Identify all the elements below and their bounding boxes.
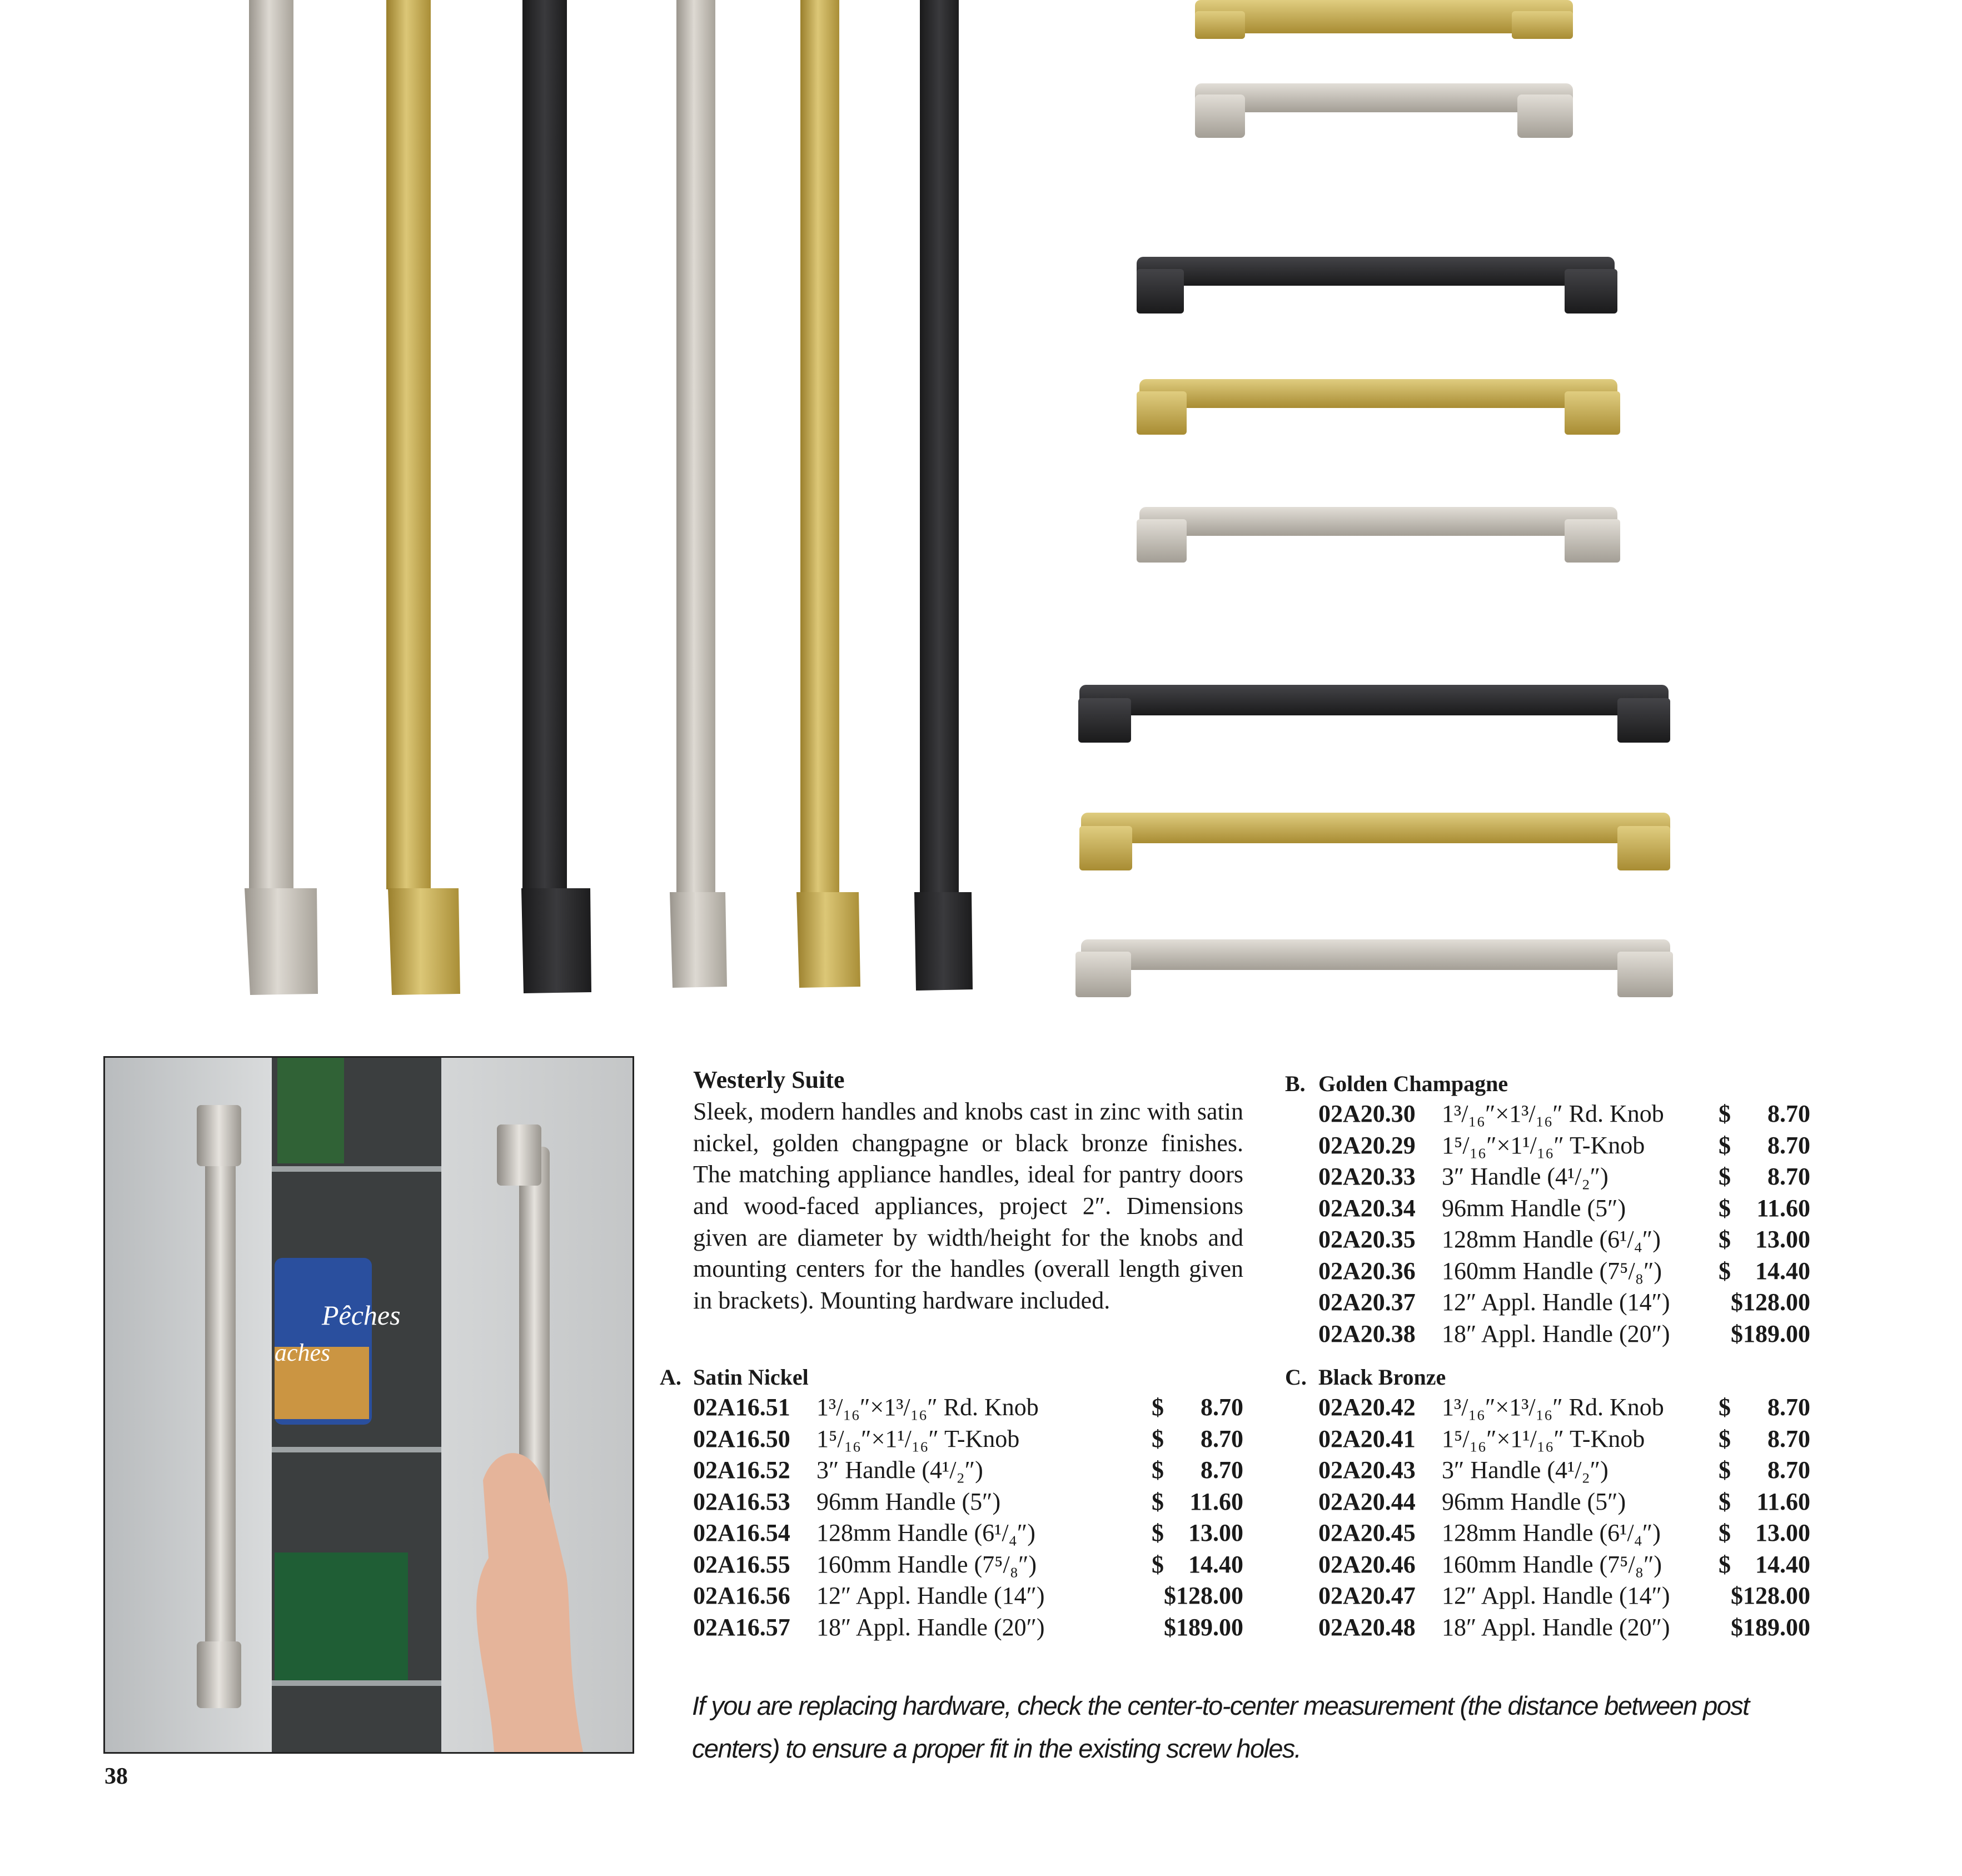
price: $128.00 xyxy=(1731,1288,1810,1316)
sku: 02A16.53 xyxy=(693,1487,790,1515)
sku: 02A16.51 xyxy=(693,1394,790,1421)
suite-title: Westerly Suite xyxy=(693,1066,845,1093)
price: $ 11.60 xyxy=(1719,1487,1810,1515)
price: $ 8.70 xyxy=(1719,1163,1810,1190)
handle-champagne-3in xyxy=(1195,0,1573,39)
sku: 02A20.34 xyxy=(1318,1194,1416,1222)
item-description: 1³/₁₆″×1³/₁₆″ Rd. Knob xyxy=(816,1394,1039,1421)
price-list-black-bronze xyxy=(1285,1363,1810,1643)
sku: 02A20.30 xyxy=(1318,1100,1416,1127)
price: $ 13.00 xyxy=(1719,1226,1810,1253)
item-description: 96mm Handle (5″) xyxy=(1442,1487,1626,1515)
item-description: 160mm Handle (7⁵/₈″) xyxy=(1442,1257,1662,1285)
sku: 02A20.47 xyxy=(1318,1582,1416,1609)
list-item xyxy=(693,1392,1243,1424)
price: $189.00 xyxy=(1731,1320,1810,1347)
list-item xyxy=(693,1486,1243,1518)
list-item xyxy=(1318,1580,1810,1612)
can-label: Pêches xyxy=(322,1300,401,1331)
sku: 02A20.36 xyxy=(1318,1257,1416,1285)
list-item xyxy=(1318,1549,1810,1581)
item-description: 1⁵/₁₆″×1¹/₁₆″ T-Knob xyxy=(816,1425,1020,1452)
list-item xyxy=(693,1424,1243,1455)
can-label-2: aches xyxy=(275,1339,331,1366)
price: $189.00 xyxy=(1731,1613,1810,1641)
list-heading xyxy=(1285,1069,1810,1098)
sku: 02A20.42 xyxy=(1318,1394,1416,1421)
list-item xyxy=(1318,1130,1810,1162)
sku: 02A20.44 xyxy=(1318,1487,1416,1515)
list-item xyxy=(1318,1161,1810,1193)
vertical-handle-nickel-1 xyxy=(245,0,318,995)
vertical-handle-champagne-2 xyxy=(796,0,860,988)
sku: 02A16.56 xyxy=(693,1582,790,1609)
price: $ 8.70 xyxy=(1152,1394,1243,1421)
price: $128.00 xyxy=(1731,1582,1810,1609)
item-description: 18″ Appl. Handle (20″) xyxy=(1442,1320,1670,1347)
item-description: 12″ Appl. Handle (14″) xyxy=(816,1582,1045,1609)
price: $ 8.70 xyxy=(1719,1456,1810,1484)
price-list-satin-nickel xyxy=(660,1363,1243,1643)
list-letter: A. xyxy=(660,1365,681,1390)
price: $ 8.70 xyxy=(1719,1100,1810,1127)
list-item xyxy=(1318,1224,1810,1256)
item-description: 18″ Appl. Handle (20″) xyxy=(1442,1613,1670,1641)
finish-name: Satin Nickel xyxy=(693,1365,809,1390)
item-description: 3″ Handle (4¹/₂″) xyxy=(1442,1163,1609,1190)
handle-bronze-160mm xyxy=(1078,685,1670,743)
item-description: 1⁵/₁₆″×1¹/₁₆″ T-Knob xyxy=(1442,1425,1645,1452)
vertical-handle-bronze-1 xyxy=(521,0,591,993)
price: $ 8.70 xyxy=(1719,1394,1810,1421)
vertical-handle-champagne-1 xyxy=(386,0,460,995)
sku: 02A20.46 xyxy=(1318,1550,1416,1578)
item-description: 12″ Appl. Handle (14″) xyxy=(1442,1582,1670,1609)
list-letter: C. xyxy=(1285,1365,1307,1390)
list-item xyxy=(1318,1256,1810,1287)
price: $189.00 xyxy=(1164,1613,1243,1641)
inset-photo-pantry xyxy=(103,1056,634,1754)
list-item xyxy=(1318,1392,1810,1424)
list-item xyxy=(1318,1424,1810,1455)
sku: 02A20.37 xyxy=(1318,1288,1416,1316)
sku: 02A20.29 xyxy=(1318,1131,1416,1159)
item-description: 1⁵/₁₆″×1¹/₁₆″ T-Knob xyxy=(1442,1131,1645,1159)
price: $ 13.00 xyxy=(1719,1519,1810,1546)
list-heading xyxy=(660,1363,1243,1392)
item-description: 1³/₁₆″×1³/₁₆″ Rd. Knob xyxy=(1442,1394,1664,1421)
item-description: 128mm Handle (6¹/₄″) xyxy=(1442,1226,1661,1253)
list-item xyxy=(693,1612,1243,1644)
item-description: 128mm Handle (6¹/₄″) xyxy=(1442,1519,1661,1546)
sku: 02A20.38 xyxy=(1318,1320,1416,1347)
list-item xyxy=(1318,1193,1810,1225)
finish-name: Black Bronze xyxy=(1318,1365,1446,1390)
list-item xyxy=(1318,1098,1810,1130)
item-description: 96mm Handle (5″) xyxy=(1442,1194,1626,1222)
suite-intro xyxy=(693,1066,1243,1317)
item-description: 1³/₁₆″×1³/₁₆″ Rd. Knob xyxy=(1442,1100,1664,1127)
price: $ 8.70 xyxy=(1152,1425,1243,1452)
sku: 02A20.41 xyxy=(1318,1425,1416,1452)
sku: 02A16.54 xyxy=(693,1519,790,1546)
list-item xyxy=(693,1455,1243,1486)
list-item xyxy=(693,1580,1243,1612)
sku: 02A20.35 xyxy=(1318,1226,1416,1253)
item-description: 3″ Handle (4¹/₂″) xyxy=(816,1456,983,1484)
price: $ 13.00 xyxy=(1152,1519,1243,1546)
item-description: 160mm Handle (7⁵/₈″) xyxy=(1442,1550,1662,1578)
list-heading xyxy=(1285,1363,1810,1392)
handle-champagne-128mm xyxy=(1137,379,1620,435)
list-item xyxy=(1318,1486,1810,1518)
replacement-note: If you are replacing hardware, check the center-to-center measurement (the distance between post centers) to ensure a proper fit in the existing screw holes. xyxy=(692,1691,1749,1763)
vertical-handle-nickel-2 xyxy=(670,0,727,988)
item-description: 3″ Handle (4¹/₂″) xyxy=(1442,1456,1609,1484)
sku: 02A16.57 xyxy=(693,1613,790,1641)
item-description: 160mm Handle (7⁵/₈″) xyxy=(816,1550,1037,1578)
sku: 02A20.48 xyxy=(1318,1613,1416,1641)
price: $ 14.40 xyxy=(1152,1550,1243,1578)
sku: 02A16.55 xyxy=(693,1550,790,1578)
list-item xyxy=(1318,1318,1810,1350)
sku: 02A20.33 xyxy=(1318,1163,1416,1190)
price: $ 8.70 xyxy=(1152,1456,1243,1484)
vertical-handle-bronze-2 xyxy=(914,0,973,991)
list-item xyxy=(1318,1455,1810,1486)
suite-description: Sleek, modern handles and knobs cast in zinc with satin nickel, golden changpagne or black bronze finishes. The matching appliance handles, ideal for pantry doors and wood-faced appliances, project 2″. Dimensions given are diameter by width/height for the knobs and mounting centers for the handles (overall length given in brackets). Mounting hardware included. xyxy=(693,1097,1243,1315)
price-list-golden-champagne xyxy=(1285,1069,1810,1350)
handle-nickel-3in xyxy=(1195,83,1573,138)
list-item xyxy=(1318,1612,1810,1644)
pantry-photo-svg xyxy=(105,1058,633,1752)
price: $ 11.60 xyxy=(1719,1194,1810,1222)
handle-champagne-160mm xyxy=(1079,813,1670,870)
finish-name: Golden Champagne xyxy=(1318,1071,1508,1096)
page-number: 38 xyxy=(104,1764,128,1789)
item-description: 12″ Appl. Handle (14″) xyxy=(1442,1288,1670,1316)
price: $ 8.70 xyxy=(1719,1425,1810,1452)
price: $ 14.40 xyxy=(1719,1550,1810,1578)
list-item xyxy=(1318,1517,1810,1549)
item-description: 18″ Appl. Handle (20″) xyxy=(816,1613,1045,1641)
price: $128.00 xyxy=(1164,1582,1243,1609)
list-letter: B. xyxy=(1285,1071,1306,1096)
price: $ 14.40 xyxy=(1719,1257,1810,1285)
item-description: 128mm Handle (6¹/₄″) xyxy=(816,1519,1035,1546)
price: $ 11.60 xyxy=(1152,1487,1243,1515)
sku: 02A20.45 xyxy=(1318,1519,1416,1546)
sku: 02A20.43 xyxy=(1318,1456,1416,1484)
item-description: 96mm Handle (5″) xyxy=(816,1487,1001,1515)
list-item xyxy=(693,1517,1243,1549)
list-item xyxy=(693,1549,1243,1581)
handle-nickel-128mm xyxy=(1137,507,1620,563)
price: $ 8.70 xyxy=(1719,1131,1810,1159)
sku: 02A16.52 xyxy=(693,1456,790,1484)
handle-nickel-160mm xyxy=(1075,939,1673,997)
sku: 02A16.50 xyxy=(693,1425,790,1452)
list-item xyxy=(1318,1287,1810,1318)
handle-bronze-128mm xyxy=(1137,257,1617,314)
